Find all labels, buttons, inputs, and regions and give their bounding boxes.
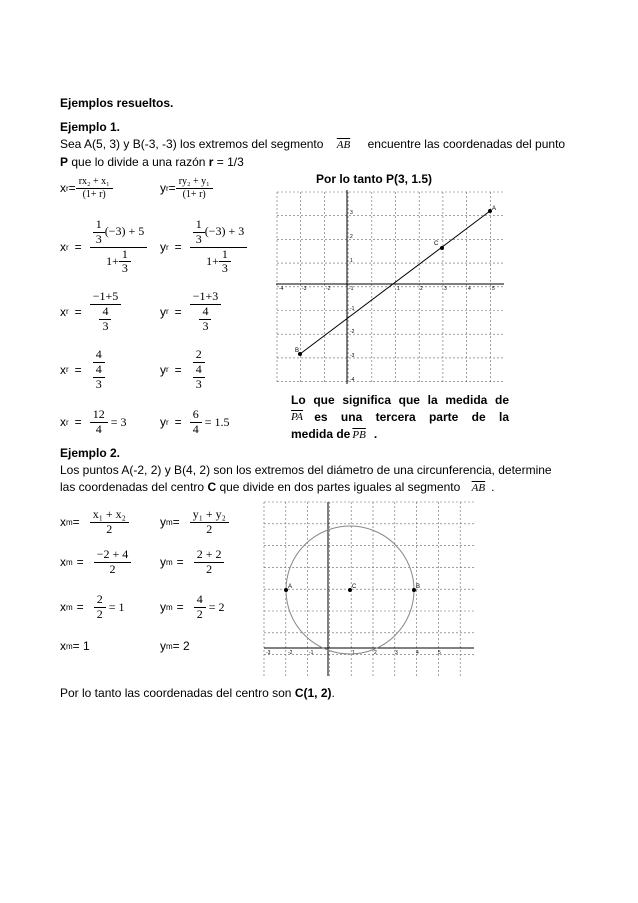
den [90,363,108,392]
tick-label: -2 [326,286,331,292]
tick-label: -1 [349,286,354,292]
sub: r [166,417,169,427]
label-a: A [288,584,293,590]
var: x [60,555,66,570]
result: = 1 [108,599,125,614]
statement-text: las coordenadas del centro [60,480,208,494]
var: x [60,362,66,377]
formula-yr [160,176,213,200]
den: 4 [192,421,199,436]
num: 12 [90,408,108,423]
den-text: 1+ [106,253,119,268]
result-ym [160,639,190,653]
inner-fraction [193,363,205,392]
den [203,248,234,277]
tick-label: -3 [350,353,355,359]
tick-label: -3 [302,286,307,292]
conclusion-p: Por lo tanto P(3, 1.5) [316,172,433,186]
tick-label: 3 [350,210,353,216]
sub: r [66,242,69,252]
eq: = [174,362,182,377]
sub: m [166,641,173,651]
fraction [90,508,129,537]
num: 4 [199,305,211,320]
label-b: B [295,348,300,354]
sub: r [66,365,69,375]
den: 2 [96,606,103,621]
eq: = [176,600,184,615]
var: x [60,415,66,430]
formula-xm [60,508,129,537]
var: y [160,639,166,653]
grid [264,502,474,676]
eq: = [74,304,82,319]
statement-text: que divide en dos partes iguales al segmento [216,480,461,494]
var: x [60,304,66,319]
eq: = [68,181,76,195]
statement-text: que lo divide a una razón [68,155,209,169]
var: y [160,600,166,615]
label-c: C [434,241,439,247]
segment-pa: $\overline{PA}$ [291,411,304,423]
fraction [190,290,222,333]
tick-label: 1 [397,286,400,292]
meaning-text [291,392,509,444]
eq: = [174,415,182,430]
sub: m [166,557,173,567]
sub: m [66,517,73,527]
tick-label: 4 [416,650,419,656]
num: 4 [99,305,111,320]
sub: r [166,307,169,317]
tick-label: -4 [350,377,355,383]
eq: = [76,555,84,570]
den-text: 1+ [206,253,219,268]
tick-label: -2 [350,329,355,335]
den: (1+ r) [182,188,206,200]
example-2-statement [60,462,630,497]
den: 3 [95,231,102,246]
formula-ym [160,508,229,537]
result: = 3 [110,414,127,429]
sub: r [66,417,69,427]
tick-label: 2 [374,650,377,656]
num-rest: (−3) + 5 [104,224,145,239]
graph-example-1 [274,188,506,388]
result: = 2 [172,639,190,653]
tick-label: 1 [352,650,355,656]
segment-pb: $\overline{PB}$ [352,429,366,441]
tick-label: 2 [420,286,423,292]
tick-label: 3 [395,650,398,656]
den: 2 [206,521,213,536]
eq: = [74,240,82,255]
num: 1 [193,218,205,233]
tick-label: -3 [266,650,271,656]
den: 2 [106,521,113,536]
den: 2 [196,606,203,621]
sub: r [166,365,169,375]
statement-text: Sea A(5, 3) y B(-3, -3) los extremos del segmento [60,137,324,151]
fraction [90,218,148,276]
den: 3 [195,231,202,246]
num: 1 [119,248,131,263]
grid [277,192,505,384]
final-sentence [60,686,335,700]
statement-text: Los puntos A(-2, 2) y B(4, 2) son los extremos del diámetro de una circunferencia, determine [60,463,552,477]
label-c: C [352,584,357,590]
segment-ab: $\overline{AB}$ [336,139,351,151]
num [190,218,248,248]
statement-text: encuentre las coordenadas del punto [367,137,566,151]
fraction [194,548,225,577]
tick-label: 1 [350,258,353,264]
num: 4 [93,363,105,378]
step2-ym [160,593,224,622]
sub: m [66,641,73,651]
step2-xm [60,593,124,622]
eq: = [176,555,184,570]
point-c-label: C [207,480,217,494]
sub: r [66,183,69,193]
tick-label: 5 [492,286,495,292]
sub: m [166,602,173,612]
step3-x [60,348,108,391]
den: 3 [95,376,102,391]
eq: = [172,515,180,530]
tick-label: -2 [288,650,293,656]
var: y [160,304,166,319]
num: 2 [193,348,205,363]
inner-fraction [219,248,231,277]
dot: . [491,480,495,494]
fraction [76,176,113,200]
section-heading: Ejemplos resueltos. [60,96,174,110]
tick-label: 5 [438,650,441,656]
num: −1+3 [190,290,222,305]
den: 4 [95,421,102,436]
num: 1 [219,248,231,263]
num: −2 + 4 [94,548,132,563]
den: 3 [102,318,109,333]
sub: r [66,307,69,317]
formula-xr [60,176,113,200]
num: 4 [193,363,205,378]
eq: = [72,515,80,530]
eq: = [74,362,82,377]
step4-y [160,408,229,437]
fraction [176,176,213,200]
den [96,305,114,334]
meaning-text-c: medida de [291,427,351,441]
inner-fraction [93,363,105,392]
num: 2 [94,593,106,608]
var: y [160,362,166,377]
fraction [190,508,229,537]
point-p: P [60,155,69,169]
result: = 1 [72,639,90,653]
fraction [90,290,122,333]
fraction [90,408,108,437]
tick-label: -1 [309,650,314,656]
tick-labels [279,210,495,383]
result-xm [60,639,90,653]
num: 1 [93,218,105,233]
den: (1+ r) [82,188,106,200]
tick-label: 4 [468,286,471,292]
eq: = [74,415,82,430]
example-1-title: Ejemplo 1. [60,120,121,134]
tick-labels [266,650,441,656]
var: y [160,515,166,530]
dot: . [373,427,378,441]
den [196,305,214,334]
inner-fraction [193,218,205,247]
num-rest: (−3) + 3 [204,224,245,239]
ratio-value: = 1/3 [213,155,244,169]
label-a: A [492,206,497,212]
num [90,218,148,248]
fraction [90,348,108,391]
sub: r [166,242,169,252]
step1-x [60,218,147,276]
example-1-statement [60,136,620,171]
num: 4 [194,593,206,608]
inner-fraction [119,248,131,277]
fraction [94,548,132,577]
sub: r [166,183,169,193]
fraction [194,593,206,622]
num: rx₂ + x₁ [76,176,113,189]
tick-label: 3 [444,286,447,292]
final-text: Por lo tanto las coordenadas del centro son [60,686,295,700]
meaning-line-3 [291,426,509,444]
var: y [160,415,166,430]
num: −1+5 [90,290,122,305]
num: x₁ + x₂ [90,508,129,523]
var: x [60,181,66,195]
tick-label: 2 [350,234,353,240]
step4-x [60,408,126,437]
num: 6 [190,408,202,423]
num: ry₂ + y₁ [176,176,213,189]
eq: = [168,181,176,195]
sub: m [166,517,173,527]
den: 3 [121,261,128,276]
den: 3 [221,261,228,276]
inner-fraction [99,305,111,334]
num: y₁ + y₂ [190,508,229,523]
ratio-label: r [208,155,214,169]
inner-fraction [199,305,211,334]
final-answer: C(1, 2) [294,686,332,700]
eq: = [76,600,84,615]
tick-label: -4 [279,286,284,292]
fraction [190,348,208,391]
result: = 2 [208,599,225,614]
var: y [160,555,166,570]
step2-x [60,290,121,333]
den: 3 [195,376,202,391]
result: = 1.5 [204,414,230,429]
den: 3 [202,318,209,333]
graph-example-2 [262,500,476,678]
var: x [60,240,66,255]
den: 2 [109,561,116,576]
var: x [60,639,66,653]
var: x [60,600,66,615]
var: y [160,240,166,255]
eq: = [174,304,182,319]
segment-ab: $\overline{AB}$ [471,482,486,494]
fraction [94,593,106,622]
sub: m [66,557,73,567]
fraction [190,218,248,276]
label-b: B [416,584,421,590]
meaning-line-1: Lo que significa que la medida de [291,393,509,407]
sub: m [66,602,73,612]
meaning-line-2 [291,409,509,426]
step1-ym [160,548,224,577]
tick-label: -1 [350,306,355,312]
dot: . [331,686,335,700]
inner-fraction [93,218,105,247]
num: 2 + 2 [194,548,225,563]
meaning-text-b: es una tercera parte de la [314,410,509,424]
example-2-title: Ejemplo 2. [60,446,121,460]
point-c [440,246,444,250]
den: 2 [206,561,213,576]
step2-y [160,290,221,333]
var: y [160,181,166,195]
step1-y [160,218,247,276]
den [190,363,208,392]
segment-line [300,211,490,354]
step1-xm [60,548,131,577]
den [103,248,134,277]
eq: = [174,240,182,255]
var: x [60,515,66,530]
step3-y [160,348,208,391]
fraction [190,408,202,437]
num: 4 [93,348,105,363]
